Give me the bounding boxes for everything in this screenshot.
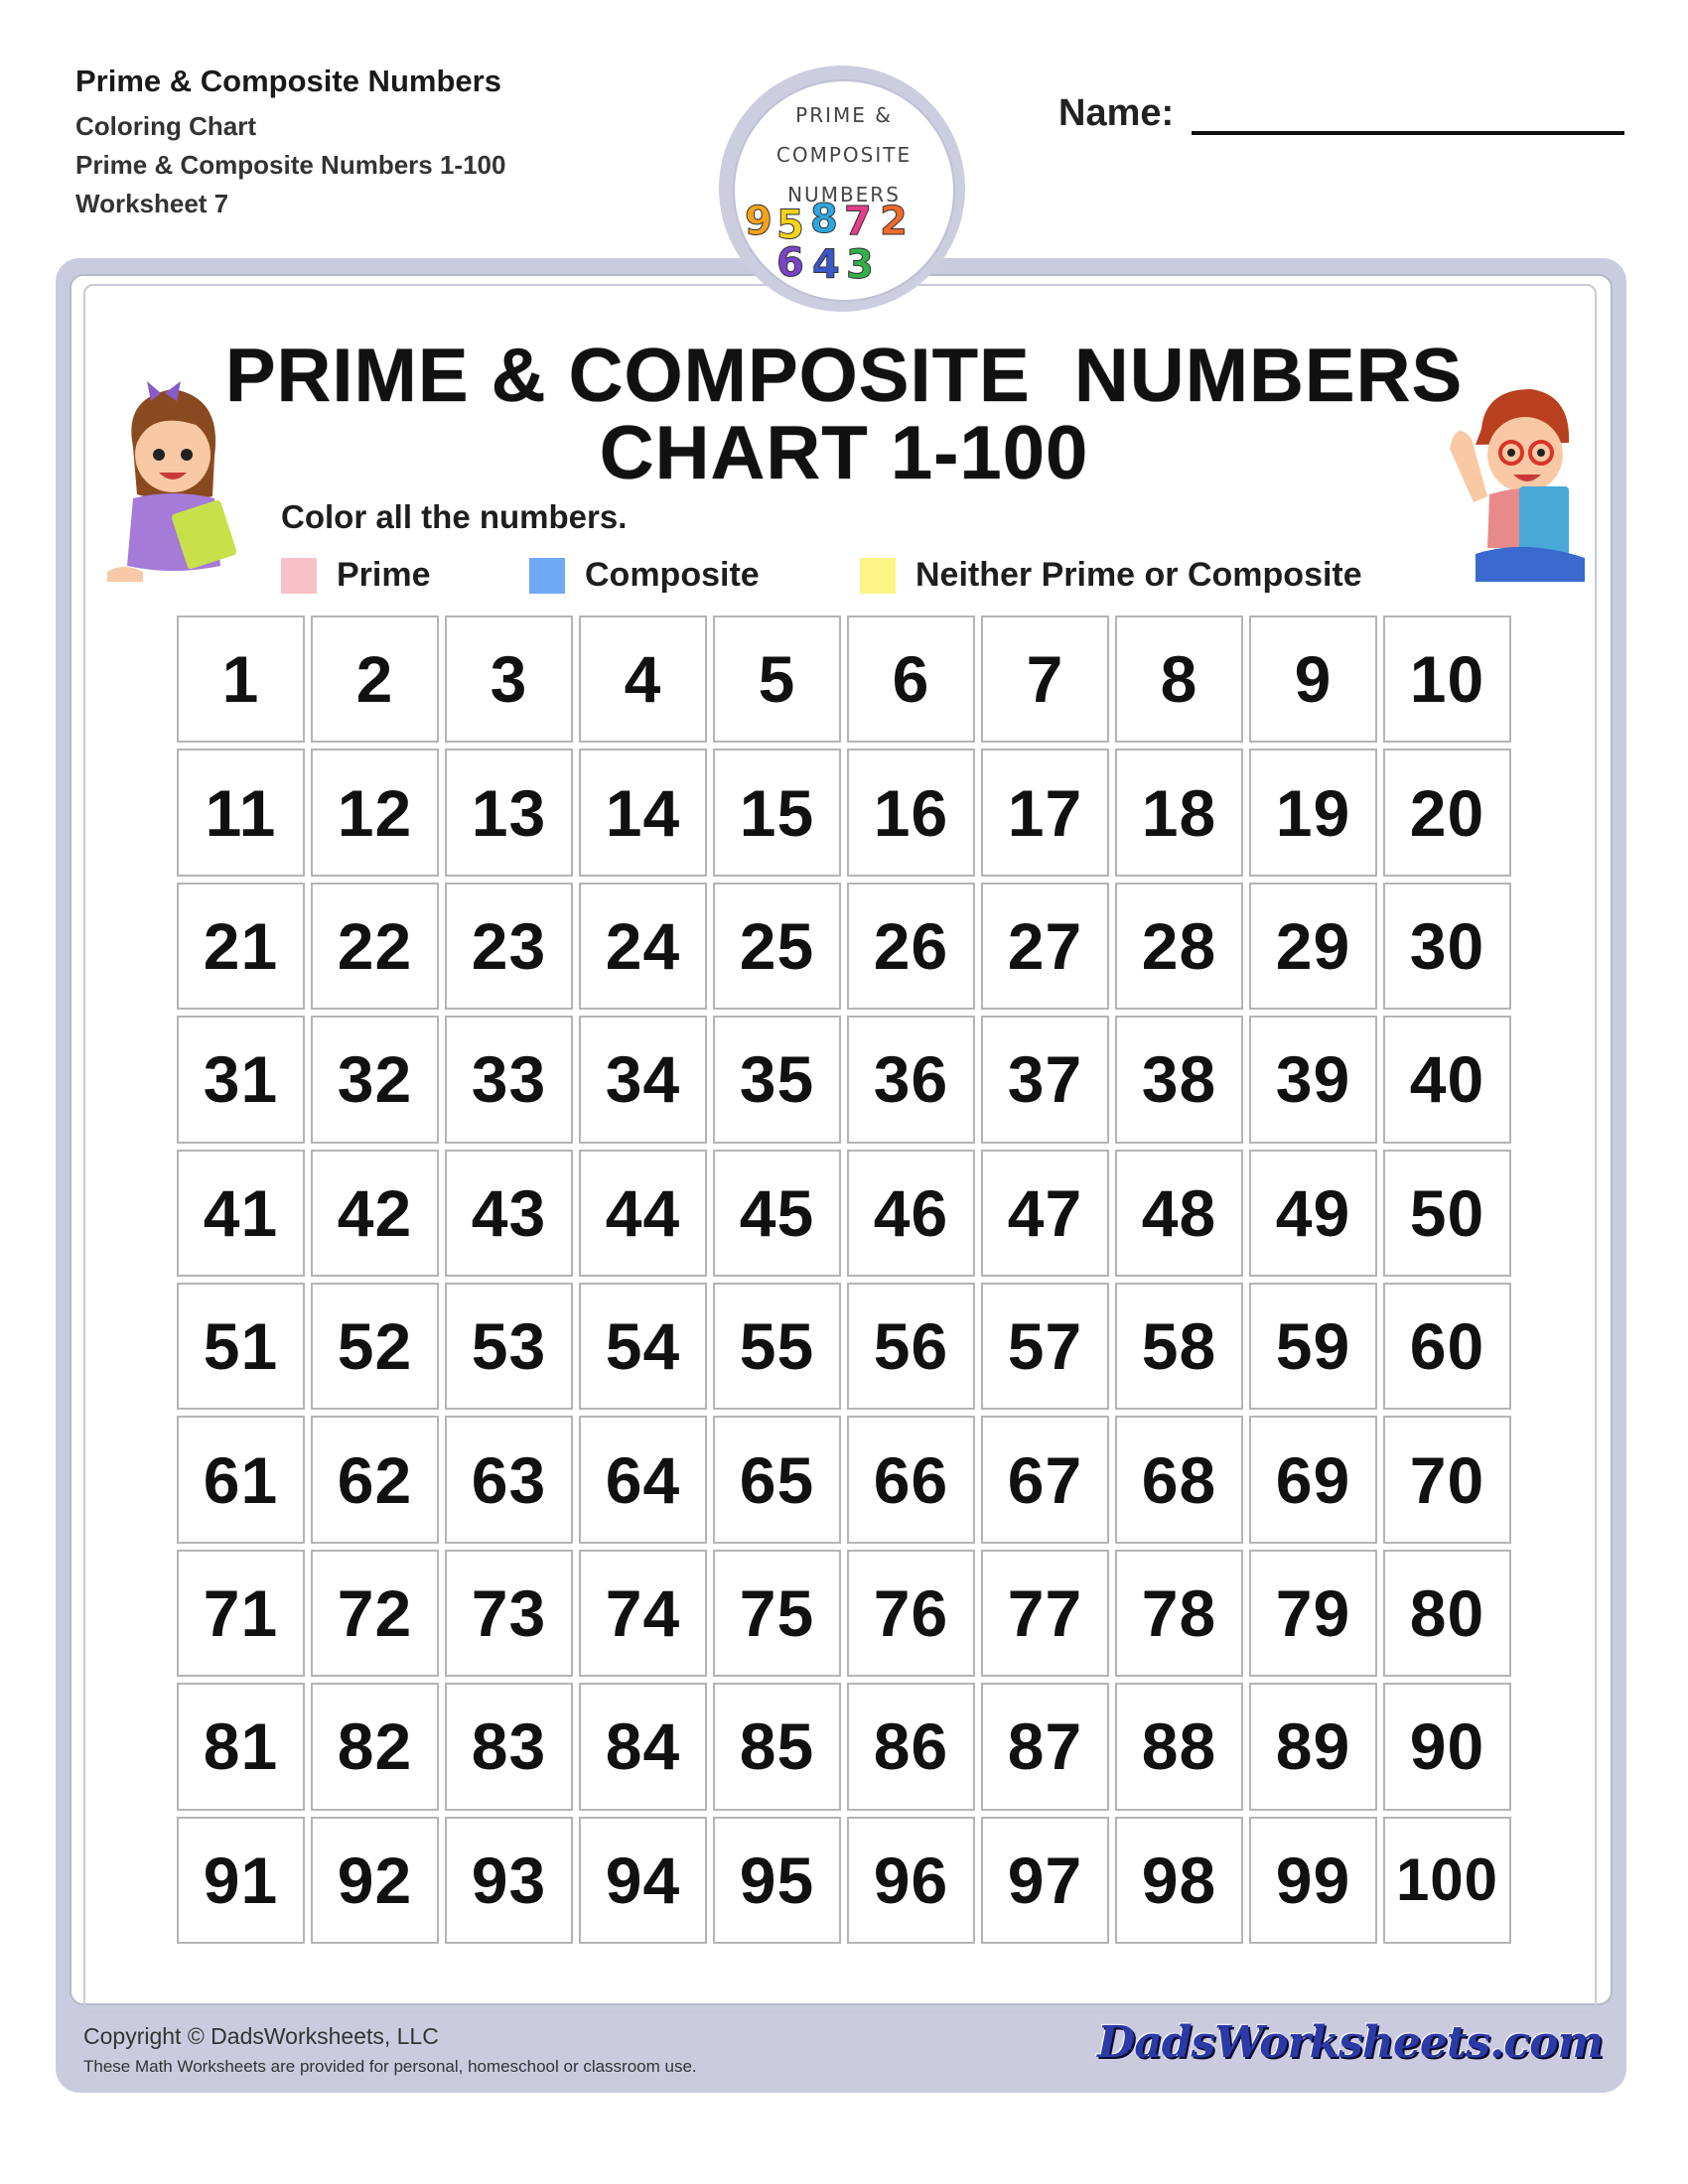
number-cell[interactable]: 67	[981, 1416, 1109, 1543]
number-cell[interactable]: 58	[1115, 1283, 1243, 1410]
number-cell[interactable]: 85	[713, 1683, 841, 1810]
digit: 7	[844, 199, 872, 244]
number-cell[interactable]: 100	[1383, 1817, 1511, 1944]
number-cell[interactable]: 18	[1115, 749, 1243, 876]
number-cell[interactable]: 29	[1249, 883, 1377, 1010]
number-cell[interactable]: 64	[579, 1416, 707, 1543]
number-cell[interactable]: 17	[981, 749, 1109, 876]
number-cell[interactable]: 75	[713, 1550, 841, 1677]
number-cell[interactable]: 86	[847, 1683, 975, 1810]
chart-title	[199, 334, 1489, 495]
number-cell[interactable]: 47	[981, 1150, 1109, 1277]
number-cell[interactable]: 63	[445, 1416, 573, 1543]
number-cell[interactable]: 11	[177, 749, 305, 876]
legend-label: Composite	[585, 556, 760, 594]
number-cell[interactable]: 84	[579, 1683, 707, 1810]
number-cell[interactable]: 56	[847, 1283, 975, 1410]
number-cell[interactable]: 59	[1249, 1283, 1377, 1410]
number-cell[interactable]: 52	[311, 1283, 439, 1410]
legend-prime	[281, 556, 431, 595]
number-cell[interactable]: 74	[579, 1550, 707, 1677]
instructions: Color all the numbers.	[281, 498, 628, 535]
footer	[62, 2013, 1620, 2087]
number-cell[interactable]: 15	[713, 749, 841, 876]
girl-reading-icon	[103, 377, 252, 586]
number-cell[interactable]: 78	[1115, 1550, 1243, 1677]
number-cell[interactable]: 32	[311, 1016, 439, 1143]
number-cell[interactable]: 91	[177, 1817, 305, 1944]
number-cell[interactable]: 82	[311, 1683, 439, 1810]
digit: 4	[812, 242, 840, 288]
number-cell[interactable]: 80	[1383, 1550, 1511, 1677]
number-cell[interactable]: 88	[1115, 1683, 1243, 1810]
number-cell[interactable]: 31	[177, 1016, 305, 1143]
number-cell[interactable]: 79	[1249, 1550, 1377, 1677]
number-cell[interactable]: 54	[579, 1283, 707, 1410]
number-cell[interactable]: 73	[445, 1550, 573, 1677]
legend-neither	[860, 556, 1362, 595]
number-cell[interactable]: 41	[177, 1150, 305, 1277]
number-cell[interactable]: 94	[579, 1817, 707, 1944]
number-cell[interactable]: 24	[579, 883, 707, 1010]
number-cell[interactable]: 23	[445, 883, 573, 1010]
number-cell[interactable]: 48	[1115, 1150, 1243, 1277]
number-cell[interactable]: 44	[579, 1150, 707, 1277]
digit: 9	[745, 199, 773, 244]
subtitle-line: Prime & Composite Numbers 1-100	[75, 150, 506, 180]
number-cell[interactable]: 38	[1115, 1016, 1243, 1143]
digit: 3	[846, 242, 874, 288]
brand-logo: DadsWorksheets.com	[1097, 2017, 1603, 2068]
badge-text	[735, 95, 953, 214]
number-cell[interactable]: 19	[1249, 749, 1377, 876]
number-cell[interactable]: 62	[311, 1416, 439, 1543]
number-cell[interactable]: 5	[713, 615, 841, 743]
number-cell[interactable]: 87	[981, 1683, 1109, 1810]
number-cell[interactable]: 25	[713, 883, 841, 1010]
number-cell[interactable]: 99	[1249, 1817, 1377, 1944]
number-cell[interactable]: 76	[847, 1550, 975, 1677]
number-cell[interactable]: 45	[713, 1150, 841, 1277]
number-cell[interactable]: 16	[847, 749, 975, 876]
number-cell[interactable]: 98	[1115, 1817, 1243, 1944]
legend-swatch	[529, 558, 565, 594]
number-cell[interactable]: 26	[847, 883, 975, 1010]
number-cell[interactable]: 53	[445, 1283, 573, 1410]
number-cell[interactable]: 6	[847, 615, 975, 743]
number-cell[interactable]: 93	[445, 1817, 573, 1944]
subtitle-line: Coloring Chart	[75, 111, 256, 141]
colorful-digits-icon	[743, 199, 941, 288]
number-cell[interactable]: 68	[1115, 1416, 1243, 1543]
copyright-text: Copyright © DadsWorksheets, LLC	[83, 2023, 439, 2049]
number-cell[interactable]: 27	[981, 883, 1109, 1010]
number-cell[interactable]: 30	[1383, 883, 1511, 1010]
digit: 8	[810, 199, 838, 242]
number-cell[interactable]: 71	[177, 1550, 305, 1677]
digit: 5	[776, 203, 804, 248]
number-grid	[177, 615, 1511, 1944]
chart-title-line: PRIME & COMPOSITE NUMBERS	[224, 334, 1464, 418]
number-cell[interactable]: 69	[1249, 1416, 1377, 1543]
name-label: Name:	[1058, 92, 1175, 134]
number-cell[interactable]: 20	[1383, 749, 1511, 876]
number-cell[interactable]: 34	[579, 1016, 707, 1143]
number-cell[interactable]: 72	[311, 1550, 439, 1677]
number-cell[interactable]: 70	[1383, 1416, 1511, 1543]
number-cell[interactable]: 28	[1115, 883, 1243, 1010]
legend-label: Prime	[337, 556, 431, 594]
number-cell[interactable]: 61	[177, 1416, 305, 1543]
number-cell[interactable]: 46	[847, 1150, 975, 1277]
number-cell[interactable]: 4	[579, 615, 707, 743]
number-cell[interactable]: 97	[981, 1817, 1109, 1944]
name-field	[1058, 91, 1624, 135]
legend-composite	[529, 556, 760, 595]
chart-title-line: CHART 1-100	[599, 411, 1089, 495]
number-cell[interactable]: 33	[445, 1016, 573, 1143]
boy-reading-icon	[1446, 379, 1597, 590]
number-cell[interactable]: 14	[579, 749, 707, 876]
usage-note: These Math Worksheets are provided for personal, homeschool or classroom use.	[83, 2057, 697, 2076]
number-cell[interactable]: 22	[311, 883, 439, 1010]
number-cell[interactable]: 42	[311, 1150, 439, 1277]
legend-label: Neither Prime or Composite	[915, 556, 1362, 594]
number-cell[interactable]: 77	[981, 1550, 1109, 1677]
number-cell[interactable]: 89	[1249, 1683, 1377, 1810]
number-cell[interactable]: 10	[1383, 615, 1511, 743]
legend-swatch	[281, 558, 317, 594]
legend-swatch	[860, 558, 896, 594]
digit: 2	[880, 199, 908, 244]
number-cell[interactable]: 96	[847, 1817, 975, 1944]
worksheet-header	[75, 64, 505, 223]
number-cell[interactable]: 40	[1383, 1016, 1511, 1143]
number-cell[interactable]: 81	[177, 1683, 305, 1810]
number-cell[interactable]: 49	[1249, 1150, 1377, 1277]
number-cell[interactable]: 51	[177, 1283, 305, 1410]
number-cell[interactable]: 9	[1249, 615, 1377, 743]
number-cell[interactable]: 43	[445, 1150, 573, 1277]
digit: 6	[776, 240, 804, 286]
number-cell[interactable]: 50	[1383, 1150, 1511, 1277]
number-cell[interactable]: 83	[445, 1683, 573, 1810]
number-cell[interactable]: 2	[311, 615, 439, 743]
number-cell[interactable]: 57	[981, 1283, 1109, 1410]
subtitle-line: Worksheet 7	[75, 189, 229, 218]
number-cell[interactable]: 66	[847, 1416, 975, 1543]
number-cell[interactable]: 39	[1249, 1016, 1377, 1143]
number-cell[interactable]: 37	[981, 1016, 1109, 1143]
number-cell[interactable]: 3	[445, 615, 573, 743]
number-cell[interactable]: 13	[445, 749, 573, 876]
number-cell[interactable]: 1	[177, 615, 305, 743]
badge-line: COMPOSITE	[775, 143, 913, 167]
number-cell[interactable]: 21	[177, 883, 305, 1010]
badge-line: NUMBERS	[787, 183, 901, 206]
number-cell[interactable]: 65	[713, 1416, 841, 1543]
number-cell[interactable]: 36	[847, 1016, 975, 1143]
name-line[interactable]	[1192, 91, 1624, 135]
number-cell[interactable]: 8	[1115, 615, 1243, 743]
worksheet-title: Prime & Composite Numbers	[75, 64, 501, 98]
number-cell[interactable]: 92	[311, 1817, 439, 1944]
number-cell[interactable]: 90	[1383, 1683, 1511, 1810]
number-cell[interactable]: 7	[981, 615, 1109, 743]
number-cell[interactable]: 35	[713, 1016, 841, 1143]
number-cell[interactable]: 55	[713, 1283, 841, 1410]
number-cell[interactable]: 12	[311, 749, 439, 876]
number-cell[interactable]: 60	[1383, 1283, 1511, 1410]
badge-line: PRIME &	[795, 103, 893, 127]
number-cell[interactable]: 95	[713, 1817, 841, 1944]
